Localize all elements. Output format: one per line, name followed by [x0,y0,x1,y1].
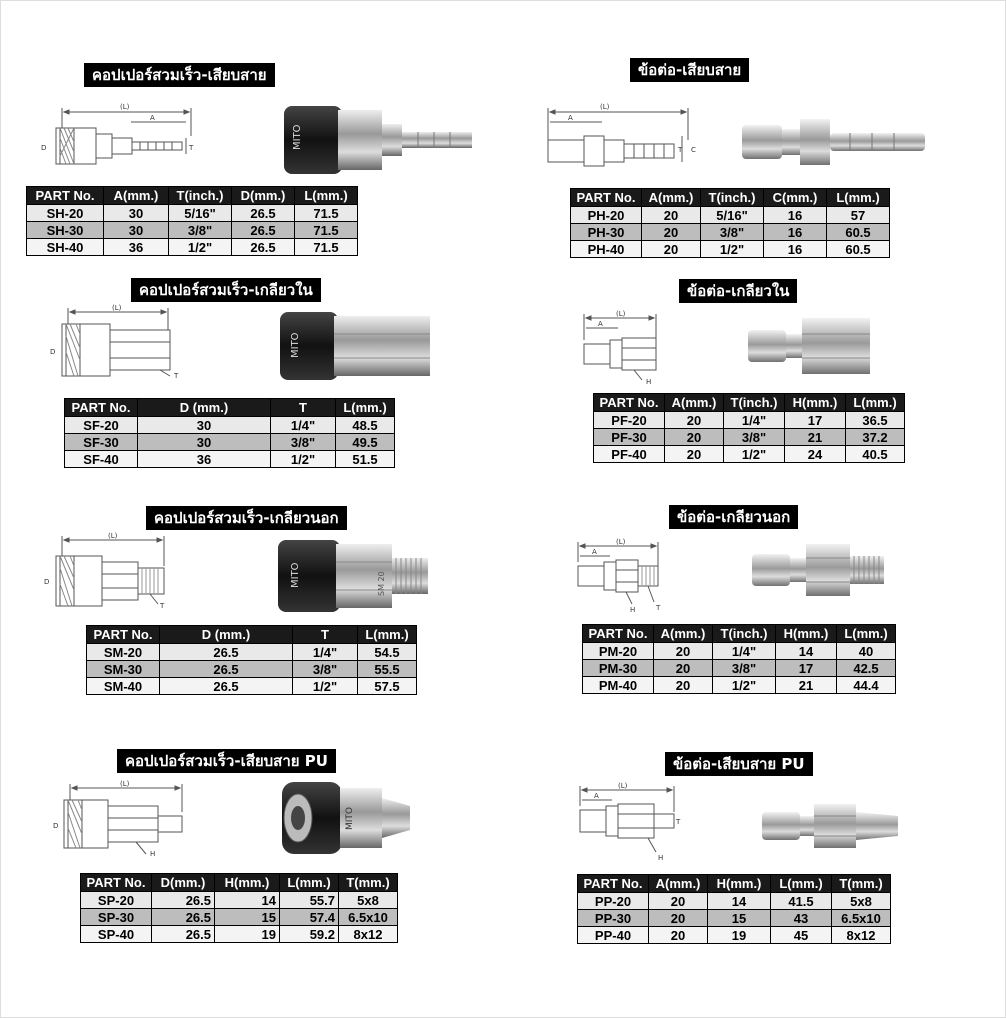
diagram-sm [38,530,178,610]
table-cell: PH-20 [571,207,642,224]
table-cell: 1/2" [271,451,336,468]
dim-label-a: A [594,792,599,800]
table-row [81,909,398,926]
table-cell: 42.5 [837,660,896,677]
spec-table-sh [26,186,358,256]
table-cell: 17 [785,412,846,429]
table-cell: 71.5 [295,239,358,256]
table-cell: 6.5x10 [339,909,398,926]
dim-label-h: H [630,606,636,614]
table-cell: PM-30 [583,660,654,677]
table-cell: 20 [642,207,701,224]
table-cell: 8x12 [832,927,891,944]
table-cell: PF-20 [594,412,665,429]
table-cell: 20 [649,893,708,910]
table-cell: 71.5 [295,205,358,222]
spec-table-pf [593,393,905,463]
dim-label-h: H [150,850,156,858]
table-cell: 1/2" [724,446,785,463]
table-cell: 21 [776,677,837,694]
photo-sm [276,536,432,616]
table-cell: 57.4 [280,909,339,926]
photo-sf [276,308,436,384]
table-row [27,205,358,222]
dim-label-l: (L) [120,780,130,788]
table-row [583,660,896,677]
table-cell: 1/2" [293,678,358,695]
dim-label-a: A [150,114,155,122]
diagram-sp [50,778,200,858]
table-cell: 60.5 [827,224,890,241]
table-cell: 3/8" [724,429,785,446]
table-cell: 30 [104,205,169,222]
dim-label-t: T [656,604,661,612]
diagram-pm [572,536,672,616]
col-header: A(mm.) [665,394,724,412]
col-header: T(inch.) [169,187,232,205]
table-header-row [81,874,398,892]
table-cell: SP-30 [81,909,152,926]
table-cell: 5/16" [169,205,232,222]
dim-label-t: T [160,602,165,610]
col-header: PART No. [578,875,649,893]
diagram-sh [36,98,206,178]
table-cell: 1/4" [293,644,358,661]
table-cell: 20 [654,643,713,660]
table-cell: 20 [649,927,708,944]
table-row [571,207,890,224]
col-header: D(mm.) [152,874,215,892]
engraved-label: SM 20 [377,571,386,596]
table-cell: 16 [764,207,827,224]
dim-label-l: (L) [616,538,626,546]
table-cell: 1/2" [701,241,764,258]
table-cell: 20 [665,429,724,446]
table-row [81,892,398,909]
photo-sh [278,100,478,180]
dim-label-d: D [50,348,56,356]
table-cell: 1/4" [713,643,776,660]
table-cell: 19 [708,927,771,944]
table-row [578,927,891,944]
table-row [571,224,890,241]
col-header: L(mm.) [358,626,417,644]
col-header: D (mm.) [138,399,271,417]
table-cell: 14 [776,643,837,660]
col-header: D(mm.) [232,187,295,205]
dim-label-t: T [676,818,681,826]
table-cell: 20 [654,677,713,694]
table-cell: PP-30 [578,910,649,927]
photo-ph [740,115,930,171]
dim-label-l: (L) [618,782,628,790]
table-cell: PM-40 [583,677,654,694]
table-cell: 26.5 [152,892,215,909]
table-cell: 30 [104,222,169,239]
table-cell: 20 [665,412,724,429]
table-cell: 26.5 [232,222,295,239]
title-pm: ข้อต่อ-เกลียวนอก [669,505,798,529]
table-cell: 26.5 [232,239,295,256]
table-cell: PF-30 [594,429,665,446]
table-cell: 57 [827,207,890,224]
col-header: C(mm.) [764,189,827,207]
title-pf: ข้อต่อ-เกลียวใน [679,279,797,303]
col-header: PART No. [81,874,152,892]
table-cell: 20 [654,660,713,677]
table-cell: 5x8 [339,892,398,909]
col-header: PART No. [87,626,160,644]
table-cell: SH-40 [27,239,104,256]
table-cell: 20 [665,446,724,463]
table-row [27,239,358,256]
table-cell: 16 [764,224,827,241]
table-cell: 3/8" [271,434,336,451]
table-row [583,677,896,694]
table-cell: PP-20 [578,893,649,910]
table-header-row [87,626,417,644]
table-cell: 40 [837,643,896,660]
dim-label-l: (L) [108,532,118,540]
table-cell: 14 [708,893,771,910]
table-row [578,910,891,927]
table-cell: 15 [708,910,771,927]
col-header: T(inch.) [713,625,776,643]
table-cell: 3/8" [293,661,358,678]
table-cell: 24 [785,446,846,463]
table-row [87,678,417,695]
table-cell: 5/16" [701,207,764,224]
table-cell: 36.5 [846,412,905,429]
table-cell: 20 [642,241,701,258]
photo-pp [760,800,904,852]
table-cell: SF-20 [65,417,138,434]
table-cell: PH-30 [571,224,642,241]
table-cell: 1/4" [271,417,336,434]
col-header: PART No. [27,187,104,205]
col-header: L(mm.) [280,874,339,892]
spec-table-pm [582,624,896,694]
spec-table-sp [80,873,398,943]
table-cell: 26.5 [160,644,293,661]
table-cell: SP-40 [81,926,152,943]
col-header: L(mm.) [837,625,896,643]
col-header: T(mm.) [339,874,398,892]
table-cell: PM-20 [583,643,654,660]
diagram-pf [578,308,678,388]
col-header: A(mm.) [649,875,708,893]
table-row [87,661,417,678]
col-header: A(mm.) [654,625,713,643]
table-cell: 37.2 [846,429,905,446]
table-cell: 57.5 [358,678,417,695]
table-row [65,417,395,434]
dim-label-a: A [568,114,573,122]
table-cell: 1/4" [724,412,785,429]
col-header: H(mm.) [785,394,846,412]
table-cell: 17 [776,660,837,677]
title-pp: ข้อต่อ-เสียบสาย PU [665,752,813,776]
table-cell: 49.5 [336,434,395,451]
title-sh: คอปเปอร์สวมเร็ว-เสียบสาย [84,63,275,87]
title-ph: ข้อต่อ-เสียบสาย [630,58,749,82]
table-cell: 36 [138,451,271,468]
table-cell: 3/8" [713,660,776,677]
table-header-row [583,625,896,643]
dim-label-d: D [53,822,59,830]
photo-pf [746,314,876,378]
table-cell: 5x8 [832,893,891,910]
table-row [578,893,891,910]
dim-label-d: D [41,144,47,152]
col-header: PART No. [571,189,642,207]
table-cell: 55.7 [280,892,339,909]
table-cell: 1/2" [713,677,776,694]
table-cell: SM-20 [87,644,160,661]
table-cell: 26.5 [160,678,293,695]
col-header: H(mm.) [215,874,280,892]
table-cell: SP-20 [81,892,152,909]
spec-table-ph [570,188,890,258]
table-row [27,222,358,239]
table-cell: SF-40 [65,451,138,468]
table-header-row [27,187,358,205]
table-cell: 48.5 [336,417,395,434]
table-row [594,429,905,446]
col-header: T [271,399,336,417]
table-cell: 30 [138,417,271,434]
dim-label-l: (L) [120,103,130,111]
table-cell: 54.5 [358,644,417,661]
title-sf: คอปเปอร์สวมเร็ว-เกลียวใน [131,278,321,302]
table-cell: 20 [642,224,701,241]
table-cell: 26.5 [152,909,215,926]
brand-logo: MITO [345,806,355,830]
brand-logo: MITO [290,562,301,588]
table-cell: PH-40 [571,241,642,258]
dim-label-l: (L) [112,304,122,312]
table-row [583,643,896,660]
col-header: T(mm.) [832,875,891,893]
photo-sp [280,778,416,858]
dim-label-t: T [174,372,179,380]
table-row [87,644,417,661]
spec-table-sm [86,625,417,695]
table-cell: 30 [138,434,271,451]
dim-label-h: H [658,854,664,862]
table-cell: 21 [785,429,846,446]
col-header: L(mm.) [295,187,358,205]
col-header: A(mm.) [104,187,169,205]
diagram-sf [46,300,196,380]
table-row [65,451,395,468]
dim-label-t: T [678,146,683,154]
dim-label-d: D [44,578,50,586]
table-cell: 60.5 [827,241,890,258]
table-cell: 51.5 [336,451,395,468]
col-header: L(mm.) [846,394,905,412]
col-header: T(inch.) [724,394,785,412]
table-cell: 15 [215,909,280,926]
table-cell: SH-20 [27,205,104,222]
table-cell: PP-40 [578,927,649,944]
table-row [594,412,905,429]
table-cell: SM-40 [87,678,160,695]
table-cell: 3/8" [169,222,232,239]
photo-pm [750,540,890,600]
table-cell: 26.5 [152,926,215,943]
table-header-row [65,399,395,417]
table-row [65,434,395,451]
dim-label-l: (L) [600,103,610,111]
col-header: T(inch.) [701,189,764,207]
table-cell: 55.5 [358,661,417,678]
table-cell: 8x12 [339,926,398,943]
col-header: H(mm.) [776,625,837,643]
table-cell: 44.4 [837,677,896,694]
table-cell: 16 [764,241,827,258]
table-cell: 26.5 [160,661,293,678]
table-cell: SM-30 [87,661,160,678]
spec-table-pp [577,874,891,944]
dim-label-t: T [189,144,194,152]
table-cell: 43 [771,910,832,927]
dim-label-h: H [646,378,652,386]
col-header: PART No. [65,399,138,417]
diagram-pp [574,780,684,862]
table-cell: 71.5 [295,222,358,239]
spec-table-sf [64,398,395,468]
diagram-ph [540,100,700,170]
table-cell: SF-30 [65,434,138,451]
table-cell: 14 [215,892,280,909]
table-header-row [571,189,890,207]
dim-label-c: C [691,146,696,154]
table-cell: 59.2 [280,926,339,943]
col-header: H(mm.) [708,875,771,893]
col-header: PART No. [594,394,665,412]
col-header: L(mm.) [336,399,395,417]
col-header: D (mm.) [160,626,293,644]
table-cell: 1/2" [169,239,232,256]
table-row [594,446,905,463]
table-cell: 20 [649,910,708,927]
table-header-row [578,875,891,893]
table-cell: 45 [771,927,832,944]
col-header: L(mm.) [771,875,832,893]
table-cell: 40.5 [846,446,905,463]
table-row [571,241,890,258]
dim-label-a: A [592,548,597,556]
brand-logo: MITO [292,124,303,150]
col-header: A(mm.) [642,189,701,207]
brand-logo: MITO [290,332,301,358]
title-sp: คอปเปอร์สวมเร็ว-เสียบสาย PU [117,749,336,773]
title-sm: คอปเปอร์สวมเร็ว-เกลียวนอก [146,506,347,530]
col-header: PART No. [583,625,654,643]
table-cell: 6.5x10 [832,910,891,927]
table-cell: 19 [215,926,280,943]
table-cell: 36 [104,239,169,256]
dim-label-a: A [598,320,603,328]
table-header-row [594,394,905,412]
col-header: T [293,626,358,644]
table-cell: PF-40 [594,446,665,463]
table-cell: 26.5 [232,205,295,222]
col-header: L(mm.) [827,189,890,207]
table-cell: 41.5 [771,893,832,910]
dim-label-l: (L) [616,310,626,318]
table-row [81,926,398,943]
table-cell: SH-30 [27,222,104,239]
table-cell: 3/8" [701,224,764,241]
